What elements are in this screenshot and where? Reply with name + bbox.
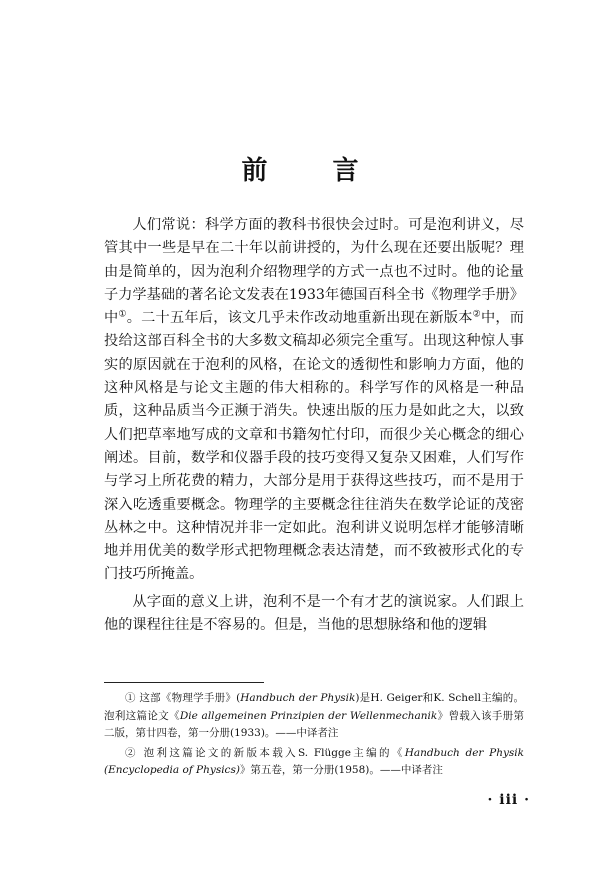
footnote-2	[104, 745, 524, 780]
footnote-2-title-1: Handbuch der Physik (Encyclopedia of Physics)	[104, 746, 525, 776]
footnote-2-text-2: 》第五卷，第一分册(1958)。——中译者注	[239, 764, 443, 776]
footnote-1-text-2: )是H. Geiger和K. Schell主编的。泡利这篇论文《	[104, 692, 524, 722]
footnote-1-text-3: 》曾载入该手册第二版，第廿四卷，第一分册(1933)。——中译者注	[104, 709, 525, 739]
page-number: · iii ·	[487, 792, 530, 808]
footnote-1	[104, 690, 524, 743]
paragraph-2: 从字面的意义上讲，泡利不是一个有才艺的演说家。人们跟上他的课程往往是不容易的。但是，当他的思想脉络和他的逻辑	[104, 593, 524, 634]
paragraph-1-text-b: 。二十五年后，该文几乎未作改动地重新出现在新版本	[126, 310, 473, 327]
paragraph-1	[104, 214, 524, 587]
footnote-1-title-2: Die allgemeinen Prinzipien der Wellenmechanik	[179, 709, 438, 722]
footnote-ref-2: ②	[472, 309, 481, 320]
footnote-2-text-1: 泡利这篇论文的新版本载入S. Flügge主编的《	[143, 746, 405, 759]
preface-body	[104, 214, 524, 637]
page-title: 前 言	[241, 156, 387, 186]
footnote-2-mark: ②	[125, 746, 138, 759]
footnote-1-title-1: Handbuch der Physik	[240, 692, 356, 704]
paragraph-1-text-c: 中，而投给这部百科全书的大多数文稿却必须完全重写。出现这种惊人事实的原因就在于泡利的风格，在论文的透彻性和影响力方面，他的这种风格是与论文主题的伟大相称的。科学写作的风格是一种品质，这种品质当今正濒于消失。快速出版的压力是如此之大，以致人们把草率地写成的文章和书籍匆忙付印，而很少关心概念的细心阐述。目前，数学和仪器手段的技巧变得又复杂又困难，人们写作与学习上所花费的精力，大部分是用于获得这些技巧，而不是用于深入吃透重要概念。物理学的主要概念往往消失在数学论证的茂密丛林之中。这种情况并非一定如此。泡利讲义说明怎样才能够清晰地并用优美的数学形式把物理概念表达清楚，而不致被形式化的专门技巧所掩盖。	[104, 310, 524, 583]
paragraph-1-text-a: 人们常说：科学方面的教科书很快会过时。可是泡利讲义，尽管其中一些是早在二十年以前讲授的，为什么现在还要出版呢？理由是简单的，因为泡利介绍物理学的方式一点也不过时。他的论量子力学基础的著名论文发表在1933年德国百科全书《物理学手册》中	[104, 217, 524, 327]
footnote-ref-1: ①	[118, 309, 127, 320]
footnote-1-mark: ①	[125, 692, 136, 704]
footnote-divider	[104, 682, 264, 683]
footnotes	[104, 690, 524, 780]
footnote-1-text-1: 这部《物理学手册》(	[139, 692, 241, 704]
